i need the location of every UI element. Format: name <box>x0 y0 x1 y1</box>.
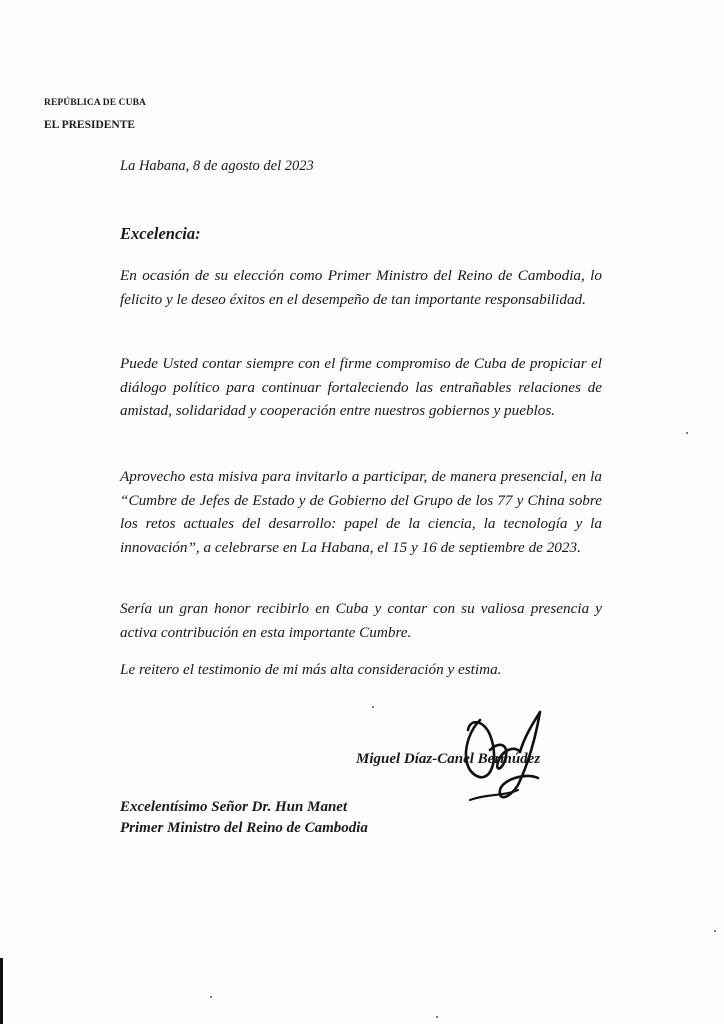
paragraph-invitation: Aprovecho esta misiva para invitarlo a participar, de manera presencial, en la “Cumbre de Jefes de Estado y de Gobierno del Grupo de los 77 y China sobre los retos actuales del desarrollo: papel de la ciencia, la tecnología y la innovación”, a celebrarse en La Habana, el 15 y 16 de septiembre de 2023. <box>120 468 602 556</box>
scan-speck <box>372 706 374 708</box>
signer-name: Miguel Díaz-Canel Bermúdez <box>356 751 541 767</box>
letter-date: La Habana, 8 de agosto del 2023 <box>120 158 314 174</box>
recipient-title: Primer Ministro del Reino de Cambodia <box>120 820 368 836</box>
paragraph-commitment: Puede Usted contar siempre con el firme compromiso de Cuba de propiciar el diálogo político para continuar fortaleciendo las entrañables relaciones de amistad, solidaridad y cooperación entre nuestros gobiernos y pueblos. <box>120 355 602 419</box>
scan-speck <box>210 996 212 998</box>
paragraph-honor: Sería un gran honor recibirlo en Cuba y contar con su valiosa presencia y activa contribución en esta importante Cumbre. <box>120 600 602 641</box>
letterhead-office: EL PRESIDENTE <box>44 119 136 131</box>
recipient-block <box>120 797 368 839</box>
scan-speck <box>686 432 688 434</box>
recipient-name: Excelentísimo Señor Dr. Hun Manet <box>120 799 348 815</box>
letterhead-republic: REPÚBLICA DE CUBA <box>44 98 146 108</box>
scan-speck <box>436 1016 438 1018</box>
paragraph-congratulations: En ocasión de su elección como Primer Ministro del Reino de Cambodia, lo felicito y le deseo éxitos en el desempeño de tan importante responsabilidad. <box>120 267 602 308</box>
paragraph-closing: Le reitero el testimonio de mi más alta consideración y estima. <box>120 661 502 678</box>
salutation: Excelencia: <box>120 224 201 243</box>
scan-speck <box>714 930 716 932</box>
scan-edge-mark <box>0 958 3 1024</box>
handwritten-signature <box>440 690 560 820</box>
